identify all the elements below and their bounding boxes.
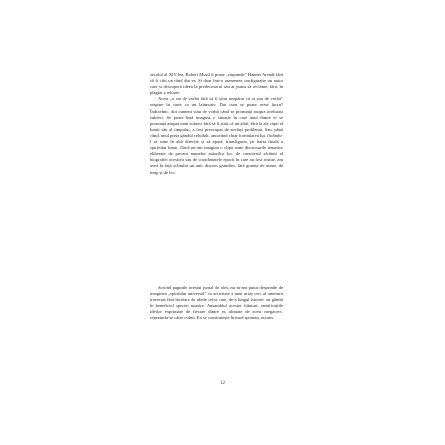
paragraph: Acest „a sta de vorbă fără să fi știut neapărat că ai stat de vorbă” reapare în carte ca un laitmotiv. Dar cum se poate acest lucru? Îndoielnic, doi oameni stau de vorbă când se pronunță asupra aceluiași subiect. Se poate însă imagina o situație în care unul dintre ei se pronunță asupra unui subiect fără să fi știut că un altul, fără la ale căpii al lumii său al timpului, a fost preocupat de același problemă. Sau, până când, unul preia gândul celuilalt, ancorând chiar formularea lui, făcându-l să sune în altă direcție și să apară, transfigurat, pe harta finală a spiritului lumii. Dacă ne-am imagina o clipă toate discursurile tematice eliberate de povara numelui autorilor lor, de caracterul alcătuit al biografiei acestora sau de coordonatele epocii în care au fost rostite, am avea în față ochiului un unic discurs grandios, fără granițe de nume, de timp și de loc.: [150, 96, 283, 175]
text-block-bottom: [150, 285, 283, 322]
paragraph: Scriind paginile acestui jurnal de idei, nu m-am putut desprinde de imaginea „spiritului universal” ca activitate a unui uriaș cerc al omenirii traversat fără încetare de ideile celor care, de-a lungul istoriei, au gândit în beneficiul speciei noastre. Ansamblul acestor frânturi, ramificațiile ideilor exprimate de fiecare dintre ei, aliniate de acest megacerc, repezindu-se către culmi. Ea se construiește în mod spontan, ascuns.: [150, 285, 283, 321]
page-number: 12: [220, 381, 225, 386]
paragraph: secolul al XIV-lea, Robert Musil îi poate „răspunde” Hannei Arendt fără să fi citit un rând din ea. Și doar într-o asemenea configurație un autor care și descoperă ideea la predecesorul său ar putea să reclame, fără, în plagiat a reluare.: [150, 72, 283, 96]
text-block-top: [150, 72, 283, 176]
